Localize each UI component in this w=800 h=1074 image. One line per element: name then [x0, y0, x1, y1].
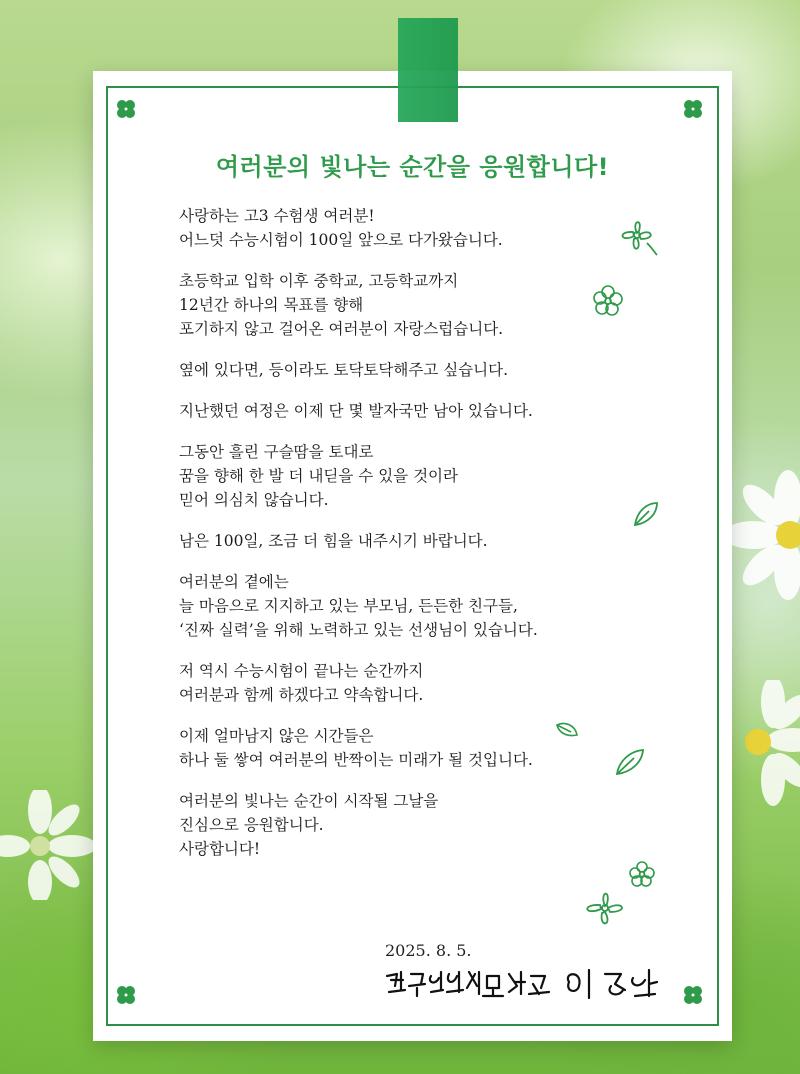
text-line: 꿈을 향해 한 발 더 내딛을 수 있을 것이라	[179, 467, 458, 485]
text-line: ‘진짜 실력’을 위해 노력하고 있는 선생님이 있습니다.	[179, 621, 538, 639]
handwritten-signature	[383, 964, 663, 1004]
text-line: 남은 100일, 조금 더 힘을 내주시기 바랍니다.	[179, 532, 488, 550]
paragraph	[179, 529, 639, 553]
text-line: 늘 마음으로 지지하고 있는 부모님, 든든한 친구들,	[179, 597, 518, 615]
text-line: 사랑합니다!	[179, 840, 261, 858]
text-line: 초등학교 입학 이후 중학교, 고등학교까지	[179, 272, 459, 290]
leaf-outline-icon	[631, 499, 661, 529]
text-line: 믿어 의심치 않습니다.	[179, 491, 329, 509]
text-line: 그동안 흘린 구슬땀을 토대로	[179, 443, 374, 461]
text-line: 여러분의 곁에는	[179, 573, 289, 591]
clover-icon	[682, 984, 704, 1006]
text-line: 여러분의 빛나는 순간이 시작될 그날을	[179, 792, 439, 810]
letter-body	[179, 204, 639, 878]
letter-date: 2025. 8. 5.	[385, 941, 472, 960]
paragraph	[179, 440, 639, 512]
masking-tape	[398, 18, 458, 122]
leaf-outline-icon	[614, 747, 646, 777]
paragraph	[179, 204, 639, 252]
text-line: 12년간 하나의 목표를 향해	[179, 296, 364, 314]
clover-icon	[682, 98, 704, 120]
flower-outline-icon	[613, 211, 661, 259]
text-line: 포기하지 않고 걸어온 여러분이 자랑스럽습니다.	[179, 320, 504, 338]
flower-outline-icon	[627, 859, 657, 889]
clover-icon	[115, 98, 137, 120]
paragraph	[179, 358, 639, 382]
text-line: 옆에 있다면, 등이라도 토닥토닥해주고 싶습니다.	[179, 361, 509, 379]
text-line: 여러분과 함께 하겠다고 약속합니다.	[179, 686, 424, 704]
paragraph	[179, 789, 639, 861]
background-daisy-right-upper	[728, 470, 800, 600]
paragraph	[179, 570, 639, 642]
letter-title: 여러분의 빛나는 순간을 응원합니다!	[215, 153, 610, 181]
text-line: 이제 얼마남지 않은 시간들은	[179, 727, 374, 745]
paragraph	[179, 399, 639, 423]
flower-outline-icon	[591, 283, 625, 317]
text-line: 하나 둘 쌓여 여러분의 반짝이는 미래가 될 것입니다.	[179, 751, 533, 769]
flower-outline-icon	[577, 886, 633, 930]
background-daisy-left	[0, 790, 93, 900]
text-line: 지난했던 여정은 이제 단 몇 발자국만 남아 있습니다.	[179, 402, 533, 420]
letter-paper	[93, 71, 732, 1041]
text-line: 저 역시 수능시험이 끝나는 순간까지	[179, 662, 424, 680]
leaf-outline-icon	[555, 719, 579, 741]
text-line: 사랑하는 고3 수험생 여러분!	[179, 207, 375, 225]
background-daisy-right-lower	[728, 680, 800, 810]
paragraph	[179, 269, 639, 341]
text-line: 진심으로 응원합니다.	[179, 816, 324, 834]
clover-icon	[115, 984, 137, 1006]
paragraph	[179, 659, 639, 707]
text-line: 어느덧 수능시험이 100일 앞으로 다가왔습니다.	[179, 231, 503, 249]
